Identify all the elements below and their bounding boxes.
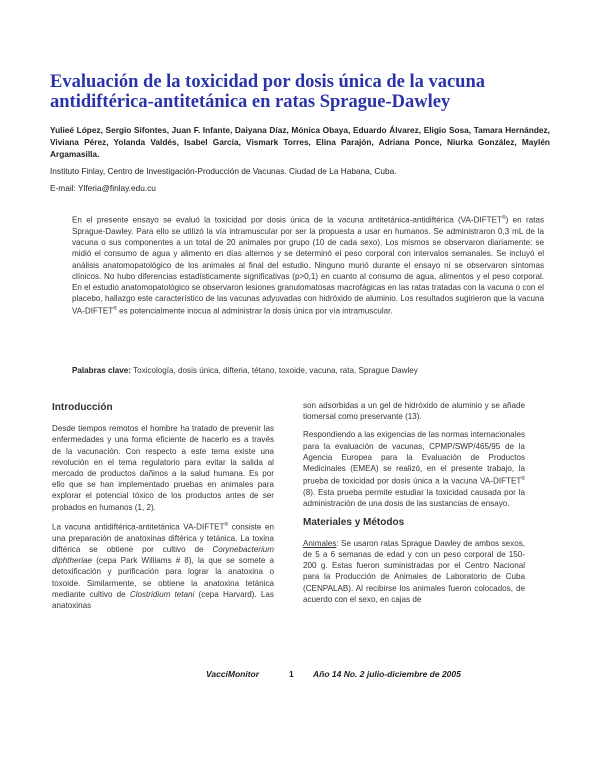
keywords-label: Palabras clave: [72,366,131,375]
right-text: Respondiendo a las exigencias de las normas internacionales para la evaluación de vacunas, CPMP/SWP/465/95 de la Agencia Europea para la Evaluación de Productos Medicinales (EMEA) se realizó, en el presente trabajo, la prueba de toxicidad por dosis única a la vacuna VA-DIFTET [303,430,525,486]
registered-mark: ® [113,306,117,313]
right-text: (8). Esta prueba permite estudiar la toxicidad causada por la administración de una dosis de las sustancias de ensayo. [303,488,525,509]
email-address: Ylferia@finlay.edu.cu [77,183,156,193]
intro-paragraph-1: Desde tiempos remotos el hombre ha tratado de prevenir las enfermedades y una forma eficiente de hacerlo es a través de la vacunación. Con respecto a este tema existe una revolución en el tema regulatorio para evitar la salida al mercado de productos dañinos a la salud humana. Es por ello que se han implementado pruebas en animales para explorar el potencial tóxico de los productos antes de ser probados en humanos (1, 2). [52,424,274,512]
footer-journal: VacciMonitor [206,669,260,679]
keywords-list: Toxicología, dosis única, difteria, tétano, toxoide, vacuna, rata, Sprague Dawley [133,366,418,375]
right-column [303,400,525,612]
registered-mark: ® [521,476,525,483]
animals-label: Animales [303,538,337,548]
article-title: Evaluación de la toxicidad por dosis única de la vacuna antidiftérica-antitetánica en ratas Sprague-Dawley [50,72,486,112]
registered-mark: ® [224,521,229,528]
organism-name: Corynebacterium diphtheriae [52,544,274,566]
intro-paragraph-2 [52,520,274,611]
keywords [72,366,544,375]
intro-heading: Introducción [52,402,113,413]
right-paragraph-2 [303,429,525,509]
affiliation: Instituto Finlay, Centro de Investigación-Producción de Vacunas. Ciudad de La Habana, Cuba. [50,166,397,176]
animals-text: : Se usaron ratas Sprague Dawley de ambos sexos, de 5 a 6 semanas de edad y con un peso corporal de 150-200 g. Estas fueron suministradas por el Centro Nacional para la Producción de Animales de Laboratorio de Cuba (CENPALAB). Al recibirse los animales fueron colocados, de acuerdo con el sexo, en cajas de [303,538,525,604]
author-list: Yulieé López, Sergio Sifontes, Juan F. Infante, Daiyana Díaz, Mónica Obaya, Eduardo Álvarez, Eligio Sosa, Tamara Hernández, Viviana Pérez, Yolanda Valdés, Isabel García, Vismark Torres, Elina Parajón, Adriana Ponce, Niurka González, Maylén Argamasilla. [50,125,550,159]
intro-text: (cepa Park Williams # 8), la que se somete a detoxificación y purificación para lograr la anatoxina o toxoide. Similarmente, se obtiene la anatoxina tetánica mediante cultivo de [52,556,274,599]
abstract [72,213,544,317]
intro-text: La vacuna antidiftérica-antitetánica VA-DIFTET [52,522,225,532]
methods-heading: Materiales y Métodos [303,516,405,528]
email-label: E-mail: [50,183,76,193]
left-column [52,400,274,618]
email-line [50,183,156,193]
intro-text: (cepa Harvard). Las anatoxinas [52,589,274,610]
right-paragraph-1: son adsorbidas a un gel de hidróxido de aluminio y se añade tiomersal como preservante (13). [303,401,525,422]
page-number: 1 [289,669,294,679]
animals-paragraph [303,538,525,605]
organism-name: Clostridium tetani [129,589,195,599]
abstract-text-3: es potencialmente inocua al administrar la dosis única por vía intramuscular. [116,307,393,316]
abstract-text-2: ) en ratas Sprague-Dawley. Para ello se utilizó la vía intramuscular por ser la propuesta a usar en humanos. Se administraron 0,3 mL de la vacuna o sus componentes a un total de 20 animales por grupo (10 de cada sexo). Los mismos se observaron diariamente: se midió el consumo de agua y alimento en días alternos y se determinó el peso corporal con intervalos semanales. Se incluyó el análisis anatomopatológico de los animales al final del estudio. Ninguno murió durante el ensayo ni se observaron síntomas clínicos. No hubo diferencias estadísticamente significativas (p>0,1) en cuanto al consumo de agua, alimentos y el peso corporal. En el estudio anatomopatológico se observaron lesiones granulomatosas macrofágicas en las ratas tratadas con la vacuna o con el placebo, hallazgo este característico de las vacunas adyuvadas con hidróxido de aluminio. Los resultados sugirieron que la vacuna VA-DIFTET [72,215,544,316]
intro-text: consiste en una preparación de anatoxinas diftérica y tetánica. La toxina diftérica se obtiene por cultivo de [52,522,274,554]
abstract-text-1: En el presente ensayo se evaluó la toxicidad por dosis única de la vacuna antitetánica-antidiftérica (VA-DIFTET [72,215,502,225]
footer-issue: Año 14 No. 2 julio-diciembre de 2005 [313,669,461,679]
registered-mark: ® [501,215,506,221]
